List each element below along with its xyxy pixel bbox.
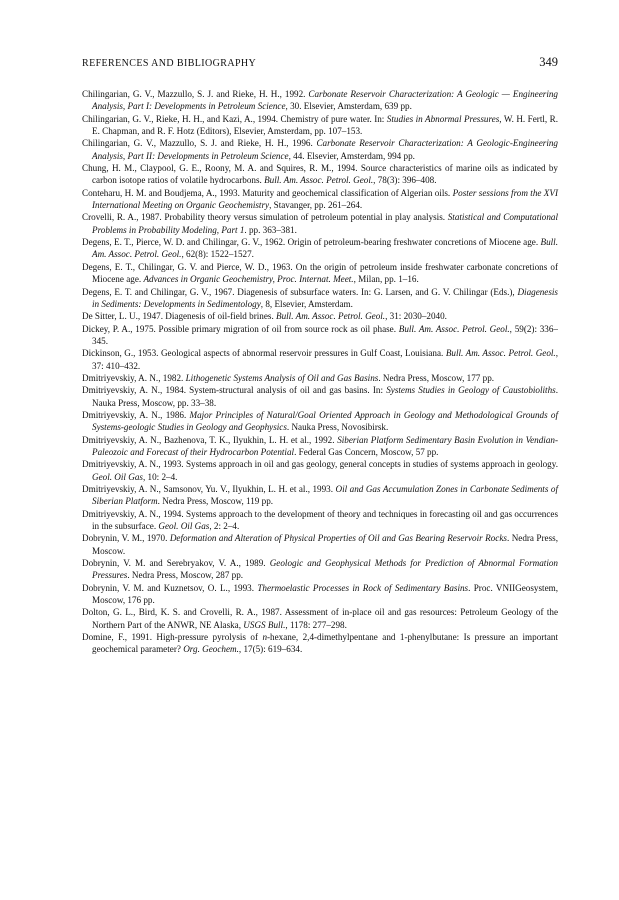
- reference-italic-text: USGS Bull.: [243, 619, 286, 630]
- reference-text: Dobrynin, V. M., 1970.: [82, 533, 170, 544]
- reference-italic-text: Poster sessions from the XVI International Meeting on Organic Geochemistry: [92, 187, 558, 211]
- reference-entry: [82, 372, 558, 384]
- reference-italic-text: Carbonate Reservoir Characterization: A Geologic — Engineering Analysis, Part I: Developments in Petroleum Science: [92, 89, 558, 112]
- reference-italic-text: Siberian Platform Sedimentary Basin Evolution in Vendian-Paleozoic and Forecast of their Hydrocarbon Potential: [92, 434, 559, 457]
- reference-text: . Nedra Press, Moscow, 287 pp.: [127, 570, 244, 581]
- reference-entry: [82, 261, 558, 286]
- reference-entry: [82, 409, 558, 434]
- reference-text: , Milan, pp. 1–16.: [353, 274, 419, 285]
- reference-text: Dmitriyevskiy, A. N., 1993. Systems approach in oil and gas geology, general concepts in studies of systems approach in geology.: [82, 459, 558, 470]
- reference-entry: [82, 211, 558, 236]
- reference-italic-text: Thermoelastic Processes in Rock of Sedimentary Basins: [257, 582, 469, 593]
- reference-text: , 17(5): 619–634.: [238, 644, 303, 655]
- reference-italic-text: Org. Geochem.: [183, 644, 239, 655]
- reference-text: Chilingarian, G. V., Mazzullo, S. J. and Rieke, H. H., 1996.: [82, 138, 317, 149]
- running-title: REFERENCES AND BIBLIOGRAPHY: [82, 58, 257, 69]
- reference-text: . Nedra Press, Moscow, 119 pp.: [157, 496, 274, 507]
- reference-entry: [82, 187, 558, 212]
- reference-text: . Federal Gas Concern, Moscow, 57 pp.: [294, 446, 439, 457]
- reference-list: [82, 88, 558, 656]
- reference-text: Chilingarian, G. V., Mazzullo, S. J. and Rieke, H. H., 1992.: [82, 89, 309, 99]
- reference-italic-text: Carbonate Reservoir Characterization: A Geologic-Engineering Analysis, Part II: Developments in Petroleum Science: [92, 138, 558, 161]
- reference-text: , 8, Elsevier, Amsterdam.: [260, 298, 353, 309]
- reference-italic-text: Studies in Abnormal Pressures: [386, 113, 500, 124]
- reference-italic-text: Geol. Oil Gas: [158, 521, 210, 532]
- reference-text: Degens, E. T., Pierce, W. D. and Chilingar, G. V., 1962. Origin of petroleum-bearing freshwater concretions of Miocene age.: [82, 237, 541, 248]
- reference-text: , W. H. Fertl, R. E. Chapman, and R. F. Hotz (Editors), Elsevier, Amsterdam, pp. 107–153.: [92, 113, 558, 137]
- reference-entry: [82, 508, 558, 533]
- reference-italic-text: Diagenesis in Sediments: Developments in Sedimentology: [92, 286, 558, 309]
- reference-text: , 37: 410–432.: [92, 348, 558, 371]
- reference-italic-text: Systems Studies in Geology of Caustobioliths: [386, 385, 556, 396]
- reference-italic-text: n: [262, 632, 268, 643]
- reference-entry: [82, 286, 558, 311]
- reference-text: , 10: 2–4.: [142, 471, 178, 482]
- reference-text: . Nauka Press, Moscow, pp. 33–38.: [92, 385, 558, 408]
- reference-text: , 62(8): 1522–1527.: [181, 249, 254, 260]
- reference-text: Dmitriyevskiy, A. N., Bazhenova, T. K., Ilyukhin, L. H. et al., 1992.: [82, 434, 338, 445]
- reference-text: Dmitriyevskiy, A. N., 1982.: [82, 372, 186, 383]
- reference-text: , 44. Elsevier, Amsterdam, 994 pp.: [288, 150, 415, 161]
- reference-entry: [82, 434, 558, 459]
- reference-text: Degens, E. T., Chilingar, G. V. and Pierce, W. D., 1963. On the origin of petroleum inside freshwater carbonate concretions of Miocene age.: [82, 261, 558, 285]
- reference-text: , 2: 2–4.: [209, 521, 240, 532]
- reference-entry: [82, 483, 558, 508]
- reference-entry: [82, 310, 558, 322]
- reference-text: Dmitriyevskiy, A. N., 1984. System-structural analysis of oil and gas basins. In:: [82, 385, 387, 396]
- reference-entry: [82, 323, 558, 348]
- reference-text: , Stavanger, pp. 261–264.: [269, 200, 363, 211]
- reference-italic-text: Bull. Am. Assoc. Petrol. Geol.: [92, 237, 558, 260]
- reference-text: Degens, E. T. and Chilingar, G. V., 1967. Diagenesis of subsurface waters. In: G. Larsen, and G. V. Chilingar (Eds.),: [82, 286, 518, 297]
- reference-text: Domine, F., 1991. High-pressure pyrolysis of: [82, 632, 263, 643]
- reference-text: , 78(3): 396–408.: [373, 175, 437, 186]
- reference-entry: [82, 137, 558, 162]
- reference-text: . Proc. VNIIGeosystem, Moscow, 176 pp.: [92, 582, 558, 606]
- reference-entry: [82, 113, 558, 138]
- reference-text: , 30. Elsevier, Amsterdam, 639 pp.: [285, 101, 412, 112]
- reference-italic-text: Bull. Am. Assoc. Petrol. Geol.: [264, 175, 374, 186]
- reference-text: Conteharu, H. M. and Boudjema, A., 1993. Maturity and geochemical classification of Algerian oils.: [82, 187, 453, 198]
- reference-text: . Nauka Press, Novosibirsk.: [286, 422, 389, 433]
- reference-text: Dobrynin, V. M. and Serebryakov, V. A., 1989.: [82, 558, 270, 569]
- reference-entry: [82, 384, 558, 409]
- reference-entry: [82, 458, 558, 483]
- page-number: 349: [539, 55, 558, 69]
- reference-text: De Sitter, L. U., 1947. Diagenesis of oil-field brines.: [82, 311, 277, 322]
- reference-entry: [82, 582, 558, 607]
- reference-entry: [82, 88, 558, 113]
- reference-italic-text: Major Principles of Natural/Goal Oriented Approach in Geology and Methodological Grounds of Systems-geologic Studies in Geology and Geophysics: [92, 409, 558, 433]
- reference-entry: [82, 606, 558, 631]
- reference-entry: [82, 236, 558, 261]
- reference-text: , 31: 2030–2040.: [385, 311, 447, 322]
- reference-italic-text: Bull. Am. Assoc. Petrol. Geol.: [398, 323, 510, 334]
- reference-text: Dmitriyevskiy, A. N., 1986.: [82, 409, 190, 420]
- reference-text: . pp. 363–381.: [244, 224, 297, 235]
- reference-entry: [82, 162, 558, 187]
- reference-text: . Nedra Press, Moscow, 177 pp.: [378, 372, 495, 383]
- reference-italic-text: Oil and Gas Accumulation Zones in Carbonate Sediments of Siberian Platform: [92, 484, 558, 507]
- reference-italic-text: Bull. Am. Assoc. Petrol. Geol.: [276, 311, 386, 322]
- reference-text: Dickinson, G., 1953. Geological aspects of abnormal reservoir pressures in Gulf Coast, Louisiana.: [82, 348, 446, 359]
- reference-entry: [82, 631, 558, 656]
- reference-text: Chilingarian, G. V., Rieke, H. H., and Kazi, A., 1994. Chemistry of pure water. In:: [82, 113, 387, 124]
- reference-italic-text: Statistical and Computational Problems in Probability Modeling, Part 1: [92, 212, 558, 235]
- reference-text: Dobrynin, V. M. and Kuznetsov, O. L., 1993.: [82, 582, 258, 593]
- reference-text: Dickey, P. A., 1975. Possible primary migration of oil from source rock as oil phase.: [82, 323, 399, 334]
- reference-italic-text: Geologic and Geophysical Methods for Prediction of Abnormal Formation Pressures: [92, 558, 558, 581]
- reference-italic-text: Deformation and Alteration of Physical Properties of Oil and Gas Bearing Reservoir Rocks: [169, 533, 507, 544]
- reference-entry: [82, 532, 558, 557]
- reference-text: Dmitriyevskiy, A. N., Samsonov, Yu. V., Ilyukhin, L. H. et al., 1993.: [82, 484, 336, 494]
- reference-italic-text: Lithogenetic Systems Analysis of Oil and Gas Basins: [185, 372, 379, 383]
- reference-entry: [82, 347, 558, 372]
- reference-text: , 1178: 277–298.: [285, 619, 347, 630]
- reference-text: Chung, H. M., Claypool, G. E., Roony, M. A. and Squires, R. M., 1994. Source characteristics of marine oils as indicated by carbon isotope ratios of volatile hydrocarbons.: [82, 163, 558, 186]
- reference-italic-text: Advances in Organic Geochemistry, Proc. Internat. Meet.: [143, 274, 354, 285]
- reference-text: -hexane, 2,4-dimethylpentane and 1-phenylbutane: Is pressure an important geochemical parameter?: [92, 632, 558, 655]
- reference-entry: [82, 557, 558, 582]
- reference-text: . Nedra Press, Moscow.: [92, 533, 558, 556]
- reference-italic-text: Geol. Oil Gas: [92, 471, 143, 482]
- reference-text: Dmitriyevskiy, A. N., 1994. Systems approach to the development of theory and techniques in forecasting oil and gas occurrences in the subsurface.: [82, 508, 558, 532]
- reference-italic-text: Bull. Am. Assoc. Petrol. Geol.: [445, 348, 556, 359]
- reference-text: Dolton, G. L., Bird, K. S. and Crovelli, R. A., 1987. Assessment of in-place oil and gas resources: Petroleum Geology of the Northern Part of the ANWR, NE Alaska,: [82, 607, 558, 630]
- reference-text: , 59(2): 336–345.: [92, 323, 558, 346]
- running-head: [82, 55, 558, 70]
- reference-text: Crovelli, R. A., 1987. Probability theory versus simulation of petroleum potential in play analysis.: [82, 212, 448, 223]
